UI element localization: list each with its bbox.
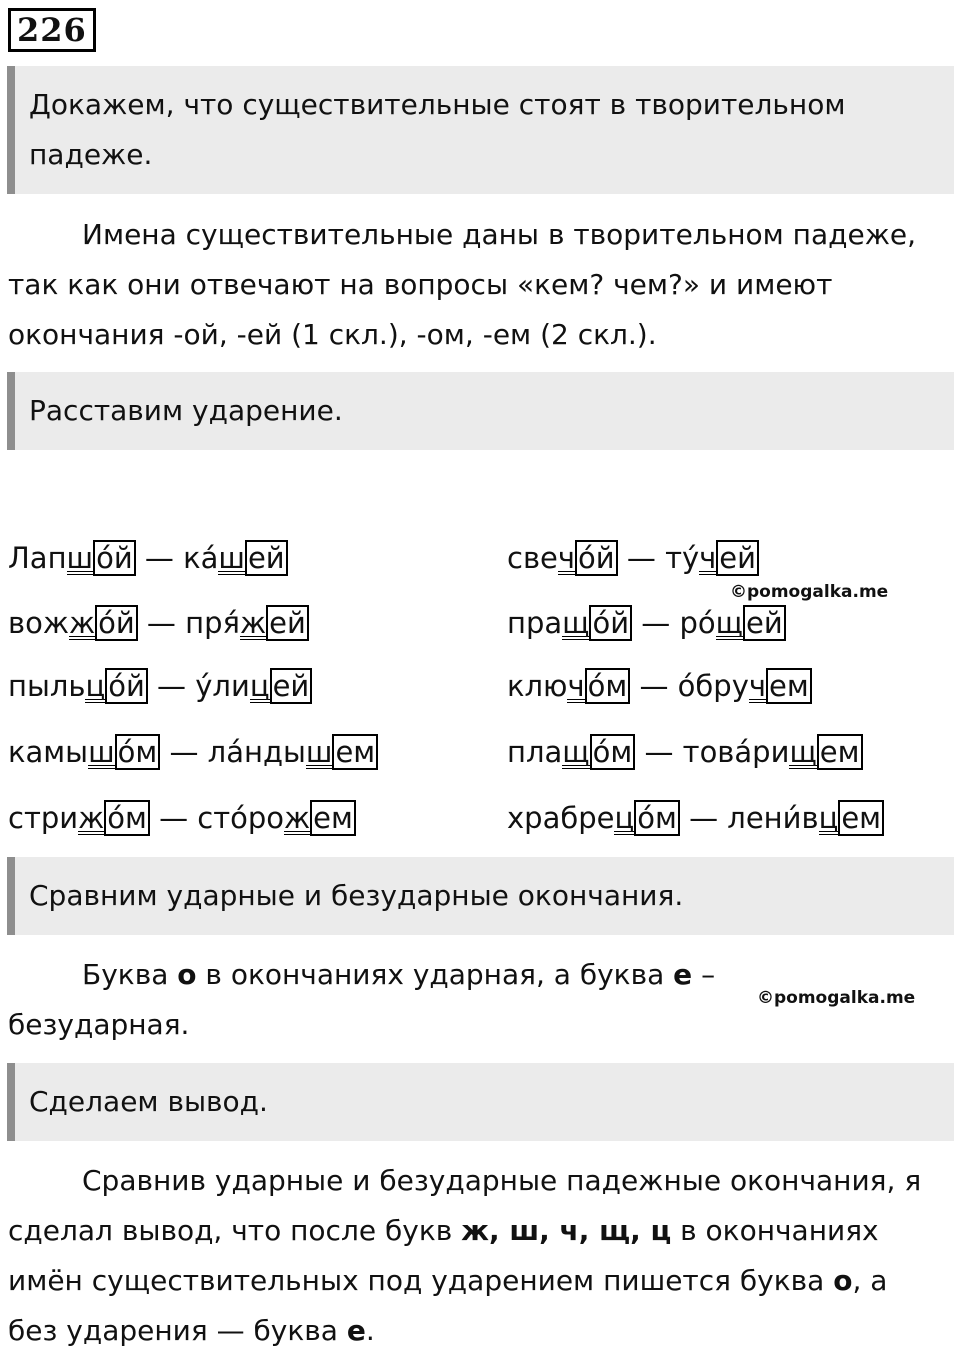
section-header-prove: Докажем, что существительные стоят в творительном падеже. bbox=[7, 66, 954, 194]
section-header-compare: Сравним ударные и безударные окончания. bbox=[7, 857, 954, 935]
word-pair: стриж о́м — сто́рож ем bbox=[8, 798, 356, 838]
conclusion-paragraph: Сравнив ударные и безударные падежные окончания, я сделал вывод, что после букв ж, ш, ч, щ, ц в окончаниях имён существительных под ударением пишется буква о, а без ударения — буква е. bbox=[8, 1164, 922, 1347]
word-pair: ключ о́м — о́бруч ем bbox=[507, 666, 812, 706]
word-pair: свеч о́й — ту́ч ей bbox=[507, 538, 759, 578]
explanation-paragraph: Имена существительные даны в творительном падеже, так как они отвечают на вопросы «кем? чем?» и имеют окончания -ой, -ей (1 скл.), -ом, -ем (2 скл.). bbox=[8, 218, 917, 351]
word-pair: плащ о́м — това́рищ ем bbox=[507, 732, 863, 772]
word-pair: храбрец о́м — лени́вц ем bbox=[507, 798, 884, 838]
exercise-number: 226 bbox=[8, 8, 96, 52]
word-pair: камыш о́м — ла́ндыш ем bbox=[8, 732, 378, 772]
watermark: ©pomogalka.me bbox=[730, 582, 889, 602]
word-pair: вожж о́й — пря́ж ей bbox=[8, 603, 309, 643]
word-pair: пращ о́й — ро́щ ей bbox=[507, 603, 786, 643]
section-header-stress: Расставим ударение. bbox=[7, 372, 954, 450]
section-header-conclusion: Сделаем вывод. bbox=[7, 1063, 954, 1141]
word-pair: Лапш о́й — ка́ш ей bbox=[8, 538, 288, 578]
compare-paragraph: Буква о в окончаниях ударная, а буква е – безударная. bbox=[8, 958, 716, 1041]
word-pair: пыльц о́й — у́лиц ей bbox=[8, 666, 312, 706]
watermark: ©pomogalka.me bbox=[757, 988, 916, 1008]
